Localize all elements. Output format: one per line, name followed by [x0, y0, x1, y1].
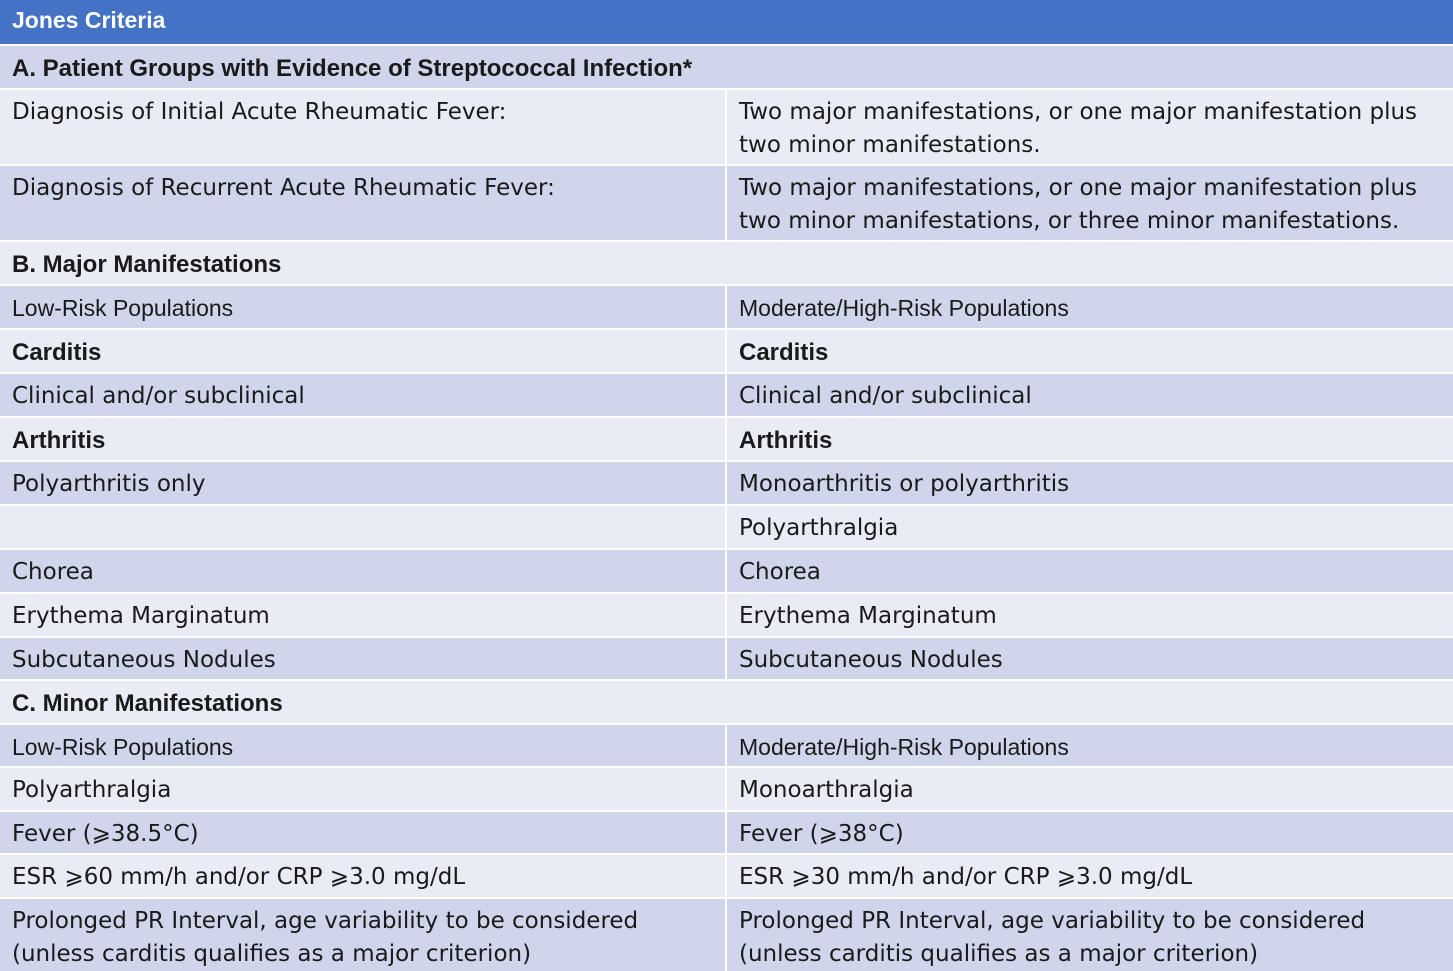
table-row	[0, 286, 1453, 328]
table-row	[0, 374, 1453, 416]
table-row	[0, 638, 1453, 679]
table-row	[0, 812, 1453, 853]
section-b-heading: B. Major Manifestations	[12, 251, 282, 278]
table-row	[0, 899, 1453, 971]
arthralgia-low: Polyarthralgia	[0, 768, 727, 810]
carditis-label-low: Carditis	[0, 330, 727, 372]
recurrent-arf-criteria: Two major manifestations, or one major manifestation plus two minor manifestations, or three minor manifestations.	[739, 175, 1418, 234]
table-row	[0, 550, 1453, 592]
table-row	[0, 725, 1453, 766]
section-c-heading-row	[0, 681, 1453, 723]
pr-interval-high: Prolonged PR Interval, age variability to be considered (unless carditis qualifies as a major criterion)	[739, 908, 1366, 967]
chorea-high: Chorea	[739, 559, 821, 585]
arthritis-detail-low: Polyarthritis only	[0, 462, 727, 504]
column-header-low-risk: Low-Risk Populations	[0, 286, 727, 328]
arthritis-detail-high: Monoarthritis or polyarthritis	[739, 471, 1070, 497]
arthritis-label-low: Arthritis	[0, 418, 727, 460]
carditis-detail-low: Clinical and/or subclinical	[0, 374, 727, 416]
table-row	[0, 768, 1453, 810]
nodules-high: Subcutaneous Nodules	[739, 647, 1003, 673]
fever-low: Fever (⩾38.5°C)	[0, 812, 727, 853]
table-row	[0, 90, 1453, 164]
table-row	[0, 506, 1453, 548]
table-row	[0, 594, 1453, 636]
esr-low: ESR ⩾60 mm/h and/or CRP ⩾3.0 mg/dL	[0, 855, 727, 897]
arthritis-extra-low	[0, 506, 727, 548]
table-row	[0, 330, 1453, 372]
section-b-heading-row	[0, 242, 1453, 284]
table-row	[0, 462, 1453, 504]
table-row	[0, 418, 1453, 460]
fever-high: Fever (⩾38°C)	[739, 821, 904, 847]
table-title-row	[0, 0, 1453, 44]
esr-high: ESR ⩾30 mm/h and/or CRP ⩾3.0 mg/dL	[739, 864, 1193, 890]
table-title: Jones Criteria	[12, 7, 166, 33]
minor-column-header-high-risk: Moderate/High-Risk Populations	[739, 734, 1069, 760]
nodules-low: Subcutaneous Nodules	[0, 638, 727, 679]
table-row	[0, 855, 1453, 897]
section-c-heading: C. Minor Manifestations	[12, 690, 283, 717]
arthritis-label-high: Arthritis	[739, 427, 833, 454]
chorea-low: Chorea	[0, 550, 727, 592]
pr-interval-low: Prolonged PR Interval, age variability to be considered (unless carditis qualifies as a major criterion)	[0, 899, 727, 971]
carditis-label-high: Carditis	[739, 339, 829, 366]
table-row	[0, 166, 1453, 240]
initial-arf-criteria: Two major manifestations, or one major manifestation plus two minor manifestations.	[739, 99, 1418, 158]
initial-arf-label: Diagnosis of Initial Acute Rheumatic Fever:	[0, 90, 727, 164]
arthritis-extra-high: Polyarthralgia	[739, 515, 899, 541]
section-a-heading: A. Patient Groups with Evidence of Streptococcal Infection*	[12, 55, 693, 82]
carditis-detail-high: Clinical and/or subclinical	[739, 383, 1032, 409]
erythema-low: Erythema Marginatum	[0, 594, 727, 636]
recurrent-arf-label: Diagnosis of Recurrent Acute Rheumatic Fever:	[0, 166, 727, 240]
minor-column-header-low-risk: Low-Risk Populations	[0, 725, 727, 766]
section-a-heading-row	[0, 46, 1453, 88]
arthralgia-high: Monoarthralgia	[739, 777, 914, 803]
erythema-high: Erythema Marginatum	[739, 603, 997, 629]
column-header-high-risk: Moderate/High-Risk Populations	[739, 295, 1069, 321]
